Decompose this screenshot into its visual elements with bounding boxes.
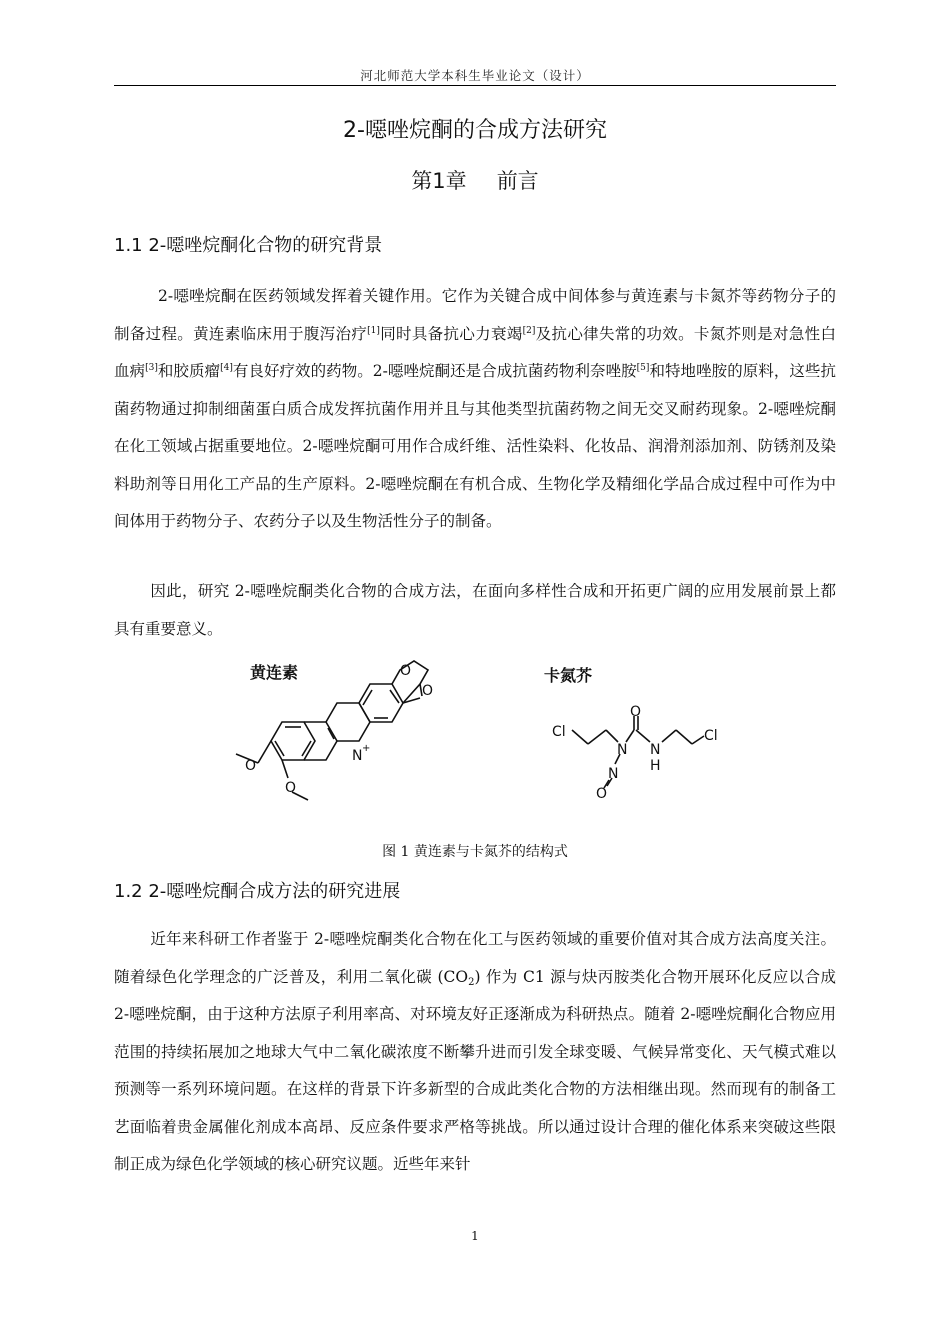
- chapter-number: 第1章: [411, 169, 467, 193]
- carmustine-nitroso-oxygen: O: [596, 786, 608, 802]
- carmustine-nitrogen-1: N: [617, 742, 628, 758]
- page-number: 1: [471, 1229, 479, 1243]
- berberine-plus-charge: +: [362, 743, 371, 754]
- chapter-name: 前言: [496, 169, 539, 193]
- running-header: 河北师范大学本科生毕业论文（设计）: [360, 68, 590, 83]
- figure-caption: 图 1 黄连素与卡氮芥的结构式: [382, 844, 568, 860]
- berberine-oxygen-1: O: [400, 663, 412, 679]
- carmustine-label: 卡氮芥: [544, 666, 593, 685]
- co2-subscript: 2: [468, 976, 475, 988]
- citation-1: [1]: [367, 325, 380, 336]
- section-heading-1-1: 1.1 2-噁唑烷酮化合物的研究背景: [114, 235, 383, 256]
- carmustine-chlorine-1: Cl: [552, 724, 566, 740]
- carmustine-carbonyl-oxygen: O: [630, 704, 642, 720]
- berberine-nitrogen: N: [352, 748, 363, 764]
- carmustine-hydrogen: H: [650, 758, 661, 774]
- structure-figure: [222, 650, 742, 835]
- carmustine-structure: [572, 716, 704, 788]
- berberine-oxygen-2: O: [422, 683, 434, 699]
- berberine-methoxy-oxygen-2: O: [285, 780, 297, 796]
- paragraph-background: 2-噁唑烷酮在医药领域发挥着关键作用。它作为关键合成中间体参与黄连素与卡氮芥等药物分子的制备过程。黄连素临床用于腹泻治疗[1]同时具备抗心力衰竭[2]及抗心律失常的功效。卡氮芥则是对急性白血病[3]和胶质瘤[4]有良好疗效的药物。2-噁唑烷酮还是合成抗菌药物利奈唑胺[5]和特地唑胺的原料，这些抗菌药物通过抑制细菌蛋白质合成发挥抗菌作用并且与其他类型抗菌药物之间无交叉耐药现象。2-噁唑烷酮在化工领域占据重要地位。2-噁唑烷酮可用作合成纤维、活性染料、化妆品、润滑剂添加剂、防锈剂及染料助剂等日用化工产品的生产原料。2-噁唑烷酮在有机合成、生物化学及精细化学品合成过程中可作为中间体用于药物分子、农药分子以及生物活性分子的制备。: [114, 287, 836, 530]
- carmustine-nitroso-nitrogen: N: [608, 766, 619, 782]
- citation-5: [5]: [636, 363, 650, 373]
- section-heading-1-2: 1.2 2-噁唑烷酮合成方法的研究进展: [114, 881, 401, 902]
- carmustine-nitrogen-2: N: [650, 742, 661, 758]
- chapter-heading: [114, 165, 836, 195]
- paragraph-research-progress: 近年来科研工作者鉴于 2-噁唑烷酮类化合物在化工与医药领域的重要价值对其合成方法高度关注。随着绿色化学理念的广泛普及，利用二氧化碳 $(CO_2)$ 作为 C1 源与炔丙胺类化合物开展环化反应以合成 2-噁唑烷酮，由于这种方法原子利用率高、对环境友好正逐渐成为科研热点。随着 2-噁唑烷酮化合物应用范围的持续拓展加之地球大气中二氧化碳浓度不断攀升进而引发全球变暖、气候异常变化、天气模式难以预测等一系列环境问题。在这样的背景下许多新型的合成此类化合物的方法相继出现。然而现有的制备工艺面临着贵金属催化剂成本高昂、反应条件要求严格等挑战。所以通过设计合理的催化体系来突破这些限制正成为绿色化学领域的核心研究议题。近些年来针: [114, 930, 836, 1173]
- header-rule: [114, 85, 836, 86]
- citation-2: [2]: [522, 325, 536, 336]
- carmustine-chlorine-2: Cl: [704, 728, 718, 744]
- citation-4: [4]: [220, 363, 233, 373]
- paper-title: 2-噁唑烷酮的合成方法研究: [343, 118, 607, 143]
- berberine-methoxy-oxygen-1: O: [245, 758, 257, 774]
- citation-3: [3]: [145, 363, 158, 373]
- berberine-label: 黄连素: [250, 663, 299, 682]
- paragraph-significance: 因此，研究 2-噁唑烷酮类化合物的合成方法，在面向多样性合成和开拓更广阔的应用发展前景上都具有重要意义。: [114, 582, 836, 638]
